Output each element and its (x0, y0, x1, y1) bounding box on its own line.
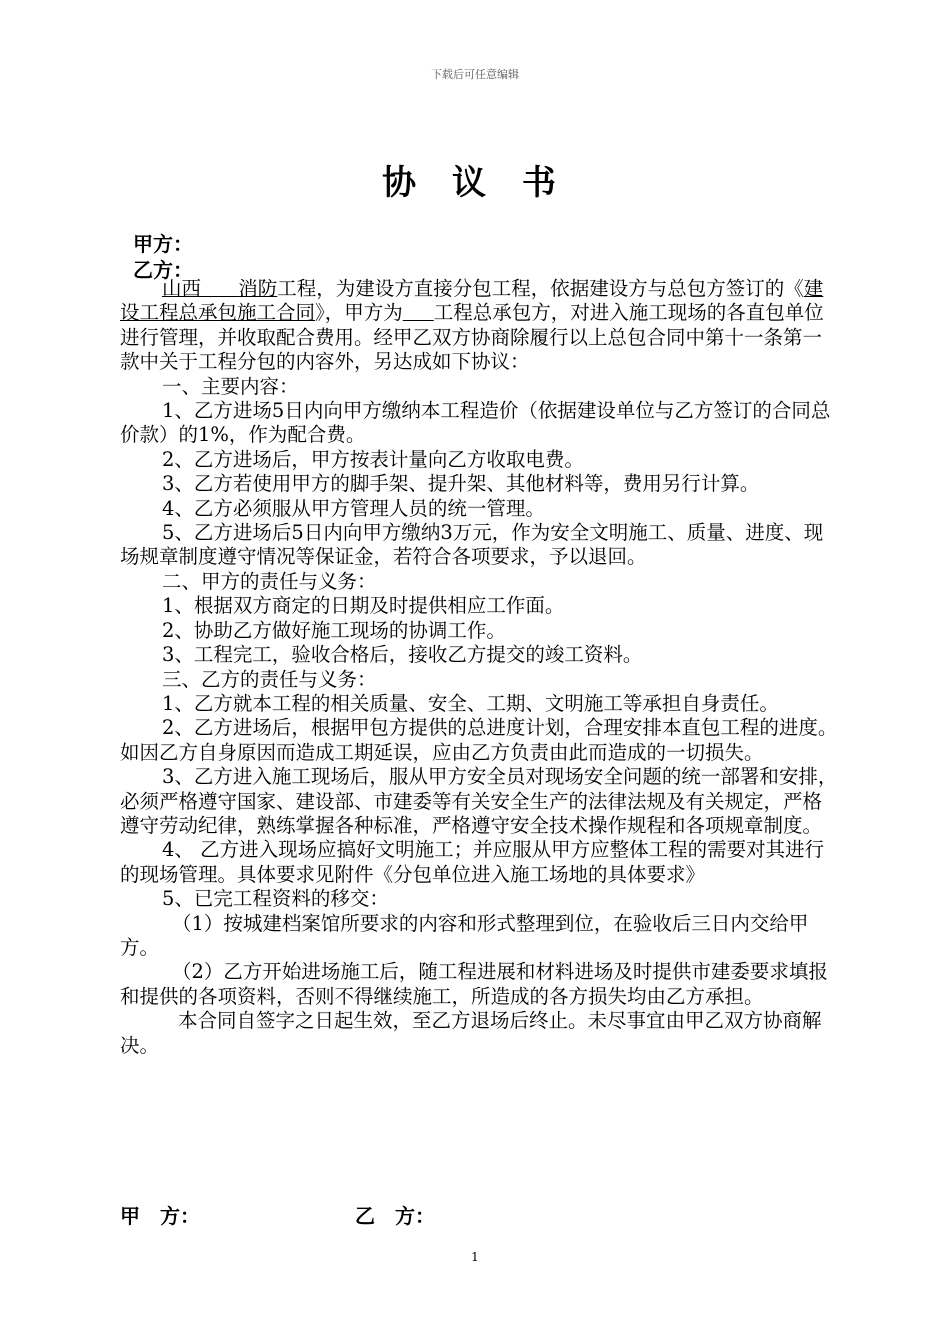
document-title: 协 议 书 (382, 163, 568, 203)
clause: 2、乙方进场后，根据甲包方提供的总进度计划，合理安排本直包工程的进度。如因乙方自身原因而造成工期延误，应由乙方负责由此而造成的一切损失。 (120, 716, 838, 764)
clause: 3、乙方进入施工现场后，服从甲方安全员对现场安全问题的统一部署和安排，必须严格遵守国家、建设部、市建委等有关安全生产的法律法规及有关规定，严格遵守劳动纪律，熟练掌握各种标准，严格遵守安全技术操作规程和各项规章制度。 (120, 765, 838, 837)
document-body (120, 277, 840, 1058)
section-heading: 一、主要内容： (162, 374, 299, 398)
intro-project: 消防 (238, 277, 278, 300)
sub-clause: （2）乙方开始进场施工后，随工程进展和材料进场及时提供市建委要求填报和提供的各项资料，否则不得继续施工，所造成的各方损失均由乙方承担。 (120, 960, 828, 1008)
intro-text-2: 》，甲方为 (315, 301, 403, 325)
intro-text-3: 工程总承包方，对进入施工现场的各直包单位进行管理，并收取配合费用。经甲乙双方协商除履行以上总包合同中第十一条第一款中关于工程分包的内容外，另达成如下协议： (120, 301, 824, 374)
clause: 4、 乙方进入现场应搞好文明施工；并应服从甲方应整体工程的需要对其进行的现场管理。具体要求见附件《分包单位进入施工场地的具体要求》 (120, 838, 825, 886)
header-note: 下载后可任意编辑 (431, 68, 519, 81)
party-a-label: 甲方： (133, 232, 193, 256)
intro-blank (201, 277, 238, 300)
clause: 1、根据双方商定的日期及时提供相应工作面。 (162, 594, 565, 618)
closing-paragraph: 本合同自签字之日起生效，至乙方退场后终止。未尽事宜由甲乙双方协商解决。 (120, 1009, 822, 1057)
intro-text-1: 工程，为建设方直接分包工程，依据建设方与总包方签订的《 (277, 277, 804, 300)
clause: 5、已完工程资料的移交： (162, 887, 389, 911)
signature-party-b: 乙 方： (355, 1204, 435, 1228)
clause: 4、乙方必须服从甲方管理人员的统一管理。 (162, 496, 545, 520)
section-heading: 二、甲方的责任与义务： (162, 569, 377, 593)
intro-place: 山西 (162, 277, 202, 300)
intro-contract: 建设工程总承包施工合同 (120, 277, 824, 325)
clause: 2、乙方进场后，甲方按表计量向乙方收取电费。 (162, 447, 584, 471)
clause: 2、协助乙方做好施工现场的协调工作。 (162, 618, 506, 642)
clause: 1、乙方进场5日内向甲方缴纳本工程造价（依据建设单位与乙方签订的合同总价款）的1%，作为配合费。 (120, 399, 831, 447)
intro-blank-2 (403, 301, 434, 324)
page-number: 1 (471, 1250, 479, 1264)
party-b-label: 乙方： (133, 258, 193, 282)
signature-party-a: 甲 方： (120, 1204, 200, 1228)
clause: 5、乙方进场后5日内向甲方缴纳3万元，作为安全文明施工、质量、进度、现场规章制度遵守情况等保证金，若符合各项要求，予以退回。 (120, 521, 824, 569)
clause: 3、乙方若使用甲方的脚手架、提升架、其他材料等，费用另行计算。 (162, 472, 760, 496)
intro-paragraph (120, 277, 840, 375)
section-heading: 三、乙方的责任与义务： (162, 667, 377, 691)
clause: 1、乙方就本工程的相关质量、安全、工期、文明施工等承担自身责任。 (162, 691, 779, 715)
sub-clause: （1）按城建档案馆所要求的内容和形式整理到位，在验收后三日内交给甲方。 (120, 911, 809, 959)
clause: 3、工程完工，验收合格后，接收乙方提交的竣工资料。 (162, 643, 643, 667)
